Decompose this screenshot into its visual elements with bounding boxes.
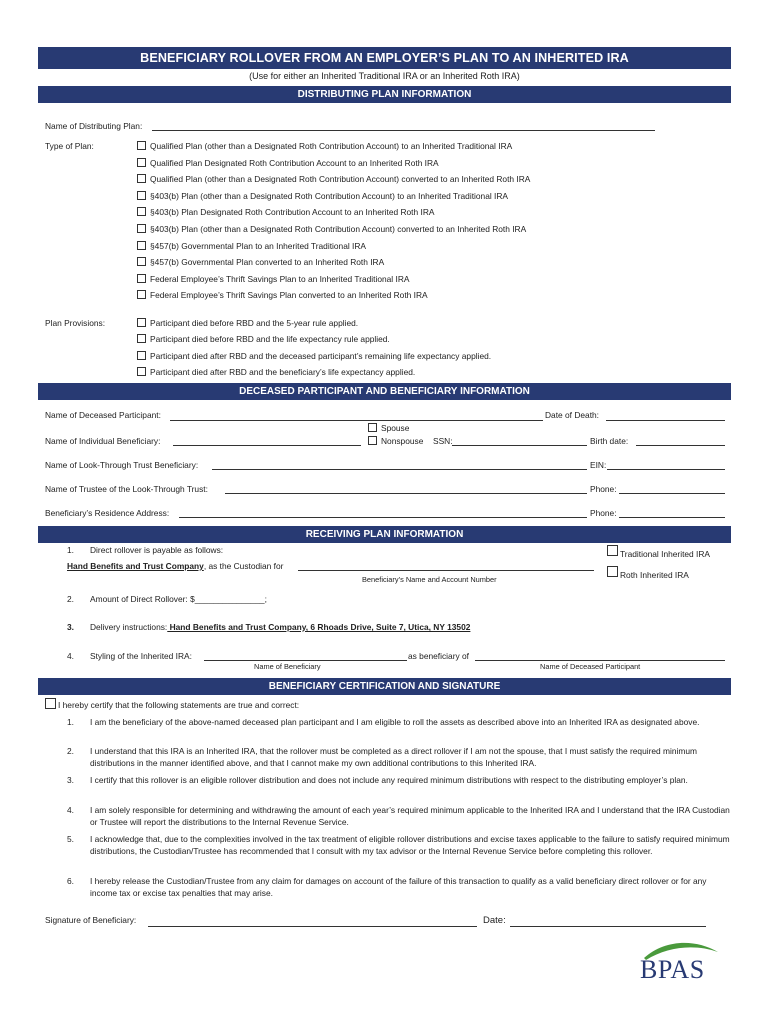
statement-number: 1. — [67, 717, 74, 727]
plan-type-label: Federal Employee’s Thrift Savings Plan converted to an Inherited Roth IRA — [150, 290, 428, 301]
bpas-logo-text: BPAS — [640, 955, 705, 984]
plan-type-checkbox[interactable] — [137, 174, 146, 183]
plan-type-checkbox[interactable] — [137, 158, 146, 167]
plan-type-checkbox[interactable] — [137, 274, 146, 283]
plan-provision-label: Participant died before RBD and the life expectancy rule applied. — [150, 334, 390, 345]
name-of-beneficiary-caption: Name of Beneficiary — [254, 662, 321, 671]
residence-label: Beneficiary’s Residence Address: — [45, 508, 170, 518]
certify-checkbox[interactable] — [45, 698, 56, 709]
residence-phone-label: Phone: — [590, 508, 617, 518]
plan-type-checkbox[interactable] — [137, 224, 146, 233]
certify-statement: I hereby certify that the following statements are true and correct: — [58, 700, 300, 710]
distributing-section-header: DISTRIBUTING PLAN INFORMATION — [38, 86, 731, 103]
signature-field[interactable] — [148, 926, 477, 927]
plan-type-label: §403(b) Plan (other than a Designated Roth Contribution Account) to an Inherited Traditional IRA — [150, 190, 509, 201]
statement-number: 3. — [67, 775, 74, 785]
roth-inherited-ira-checkbox[interactable] — [607, 566, 618, 577]
ein-label: EIN: — [590, 460, 607, 470]
form-title: BENEFICIARY ROLLOVER FROM AN EMPLOYER’S PLAN TO AN INHERITED IRA — [38, 47, 731, 69]
birth-date-field[interactable] — [636, 445, 725, 446]
spouse-checkbox[interactable] — [368, 423, 377, 432]
signature-label: Signature of Beneficiary: — [45, 915, 137, 925]
statement-number: 2. — [67, 746, 74, 756]
roth-inherited-ira-label: Roth Inherited IRA — [620, 570, 689, 580]
plan-type-checkbox[interactable] — [137, 257, 146, 266]
styling-deceased-field[interactable] — [475, 660, 725, 661]
as-beneficiary-of-label: as beneficiary of — [408, 651, 469, 661]
traditional-inherited-ira-checkbox[interactable] — [607, 545, 618, 556]
name-of-deceased-caption: Name of Deceased Participant — [540, 662, 641, 671]
plan-type-label: §403(b) Plan Designated Roth Contribution Account to an Inherited Roth IRA — [150, 207, 435, 218]
statement-number: 6. — [67, 876, 74, 886]
statement-text: I understand that this IRA is an Inherited IRA, that the rollover must be completed as a direct rollover if I am not the spouse, that I must satisfy the required minimum distributions in the manner identified above, and that I cannot make my own additional contributions to this Inherited IRA. — [90, 746, 698, 768]
direct-rollover-label: Direct rollover is payable as follows: — [90, 545, 224, 555]
nonspouse-label: Nonspouse — [381, 436, 424, 446]
item-number-4: 4. — [67, 651, 74, 661]
distributing-plan-name-label: Name of Distributing Plan: — [45, 121, 143, 131]
item-number-1: 1. — [67, 545, 74, 555]
spouse-label: Spouse — [381, 423, 410, 433]
deceased-name-label: Name of Deceased Participant: — [45, 410, 161, 420]
beneficiary-account-caption: Beneficiary’s Name and Account Number — [362, 575, 497, 584]
date-of-death-field[interactable] — [606, 420, 725, 421]
statement-text: I certify that this rollover is an eligible rollover distribution and does not include any required minimum distributions with respect to the distributing employer’s plan. — [90, 775, 688, 785]
plan-provision-label: Participant died after RBD and the deceased participant’s remaining life expectancy applied. — [150, 350, 492, 361]
plan-type-label: Qualified Plan (other than a Designated Roth Contribution Account) to an Inherited Traditional IRA — [150, 141, 513, 151]
item-number-2: 2. — [67, 594, 74, 604]
plan-type-checkbox[interactable] — [137, 191, 146, 200]
birth-date-label: Birth date: — [590, 436, 629, 446]
traditional-inherited-ira-label: Traditional Inherited IRA — [620, 549, 710, 559]
plan-type-label: §457(b) Governmental Plan converted to an Inherited Roth IRA — [150, 257, 385, 268]
ssn-field[interactable] — [452, 445, 587, 446]
styling-label: Styling of the Inherited IRA: — [90, 651, 192, 661]
residence-phone-field[interactable] — [619, 517, 725, 518]
plan-provision-checkbox[interactable] — [137, 334, 146, 343]
delivery-instructions — [90, 622, 470, 632]
plan-type-label: §403(b) Plan (other than a Designated Roth Contribution Account) converted to an Inherited Roth IRA — [150, 224, 527, 234]
deceased-section-header: DECEASED PARTICIPANT AND BENEFICIARY INFORMATION — [38, 383, 731, 400]
plan-type-label: Qualified Plan (other than a Designated Roth Contribution Account) converted to an Inherited Roth IRA — [150, 174, 531, 185]
plan-type-checkbox[interactable] — [137, 207, 146, 216]
plan-provisions-label: Plan Provisions: — [45, 318, 106, 328]
trust-beneficiary-label: Name of Look-Through Trust Beneficiary: — [45, 460, 199, 470]
trustee-field[interactable] — [225, 493, 587, 494]
custodian-line — [67, 561, 283, 571]
form-subtitle: (Use for either an Inherited Traditional IRA or an Inherited Roth IRA) — [249, 71, 520, 81]
trustee-phone-field[interactable] — [619, 493, 725, 494]
plan-provision-checkbox[interactable] — [137, 367, 146, 376]
custodian-name: Hand Benefits and Trust Company — [67, 561, 204, 571]
distributing-plan-name-field[interactable] — [152, 130, 655, 131]
plan-provision-label: Participant died before RBD and the 5-year rule applied. — [150, 318, 359, 328]
delivery-instructions-value: Hand Benefits and Trust Company, 6 Rhoads Drive, Suite 7, Utica, NY 13502 — [167, 622, 471, 632]
nonspouse-checkbox[interactable] — [368, 436, 377, 445]
beneficiary-account-field[interactable] — [298, 570, 594, 571]
beneficiary-name-field[interactable] — [173, 445, 361, 446]
trustee-phone-label: Phone: — [590, 484, 617, 494]
item-number-3: 3. — [67, 622, 74, 632]
rollover-amount-field[interactable]: Amount of Direct Rollover: $_______________; — [90, 594, 267, 604]
plan-type-checkbox[interactable] — [137, 141, 146, 150]
deceased-name-field[interactable] — [170, 420, 543, 421]
plan-type-checkbox[interactable] — [137, 241, 146, 250]
styling-beneficiary-field[interactable] — [204, 660, 407, 661]
trustee-label: Name of Trustee of the Look-Through Trust: — [45, 484, 208, 494]
delivery-instructions-label: Delivery instructions: — [90, 622, 168, 632]
residence-field[interactable] — [179, 517, 587, 518]
custodian-suffix: , as the Custodian for — [203, 561, 284, 571]
ein-field[interactable] — [607, 469, 725, 470]
date-field[interactable] — [510, 926, 706, 927]
plan-type-label: Qualified Plan Designated Roth Contribution Account to an Inherited Roth IRA — [150, 157, 439, 168]
plan-type-label: Type of Plan: — [45, 141, 94, 151]
ssn-label: SSN: — [433, 436, 453, 446]
plan-type-label: Federal Employee’s Thrift Savings Plan to an Inherited Traditional IRA — [150, 273, 410, 284]
statement-text: I am the beneficiary of the above-named deceased plan participant and I am eligible to roll the assets as described above into an Inherited IRA as designated above. — [90, 717, 700, 727]
certification-section-header: BENEFICIARY CERTIFICATION AND SIGNATURE — [38, 678, 731, 695]
plan-type-label: §457(b) Governmental Plan to an Inherited Traditional IRA — [150, 240, 367, 251]
date-of-death-label: Date of Death: — [545, 410, 600, 420]
statement-number: 5. — [67, 834, 74, 844]
beneficiary-name-label: Name of Individual Beneficiary: — [45, 436, 161, 446]
statement-text: I hereby release the Custodian/Trustee from any claim for damages on account of the failure of this transaction to qualify as a valid beneficiary direct rollover or for any income tax or excise tax penalties that may arise. — [90, 876, 707, 898]
plan-provision-label: Participant died after RBD and the beneficiary’s life expectancy applied. — [150, 366, 416, 377]
statement-text: I acknowledge that, due to the complexities involved in the tax treatment of eligible rollover distributions and excise taxes applicable to the failure to satisfy required minimum distributions, the Custodian/Trustee has recommended that I consult with my tax advisor or the Internal Revenue Service before completing this rollover. — [90, 834, 730, 856]
plan-provision-checkbox[interactable] — [137, 351, 146, 360]
statement-text: I am solely responsible for determining and withdrawing the amount of each year’s required minimum applicable to the Inherited IRA and I understand that the IRA Custodian or Trustee will report the distributions to the Internal Revenue Service. — [90, 805, 730, 827]
plan-provision-checkbox[interactable] — [137, 318, 146, 327]
receiving-section-header: RECEIVING PLAN INFORMATION — [38, 526, 731, 543]
plan-type-checkbox[interactable] — [137, 290, 146, 299]
date-label: Date: — [483, 915, 506, 926]
trust-beneficiary-field[interactable] — [212, 469, 587, 470]
statement-number: 4. — [67, 805, 74, 815]
